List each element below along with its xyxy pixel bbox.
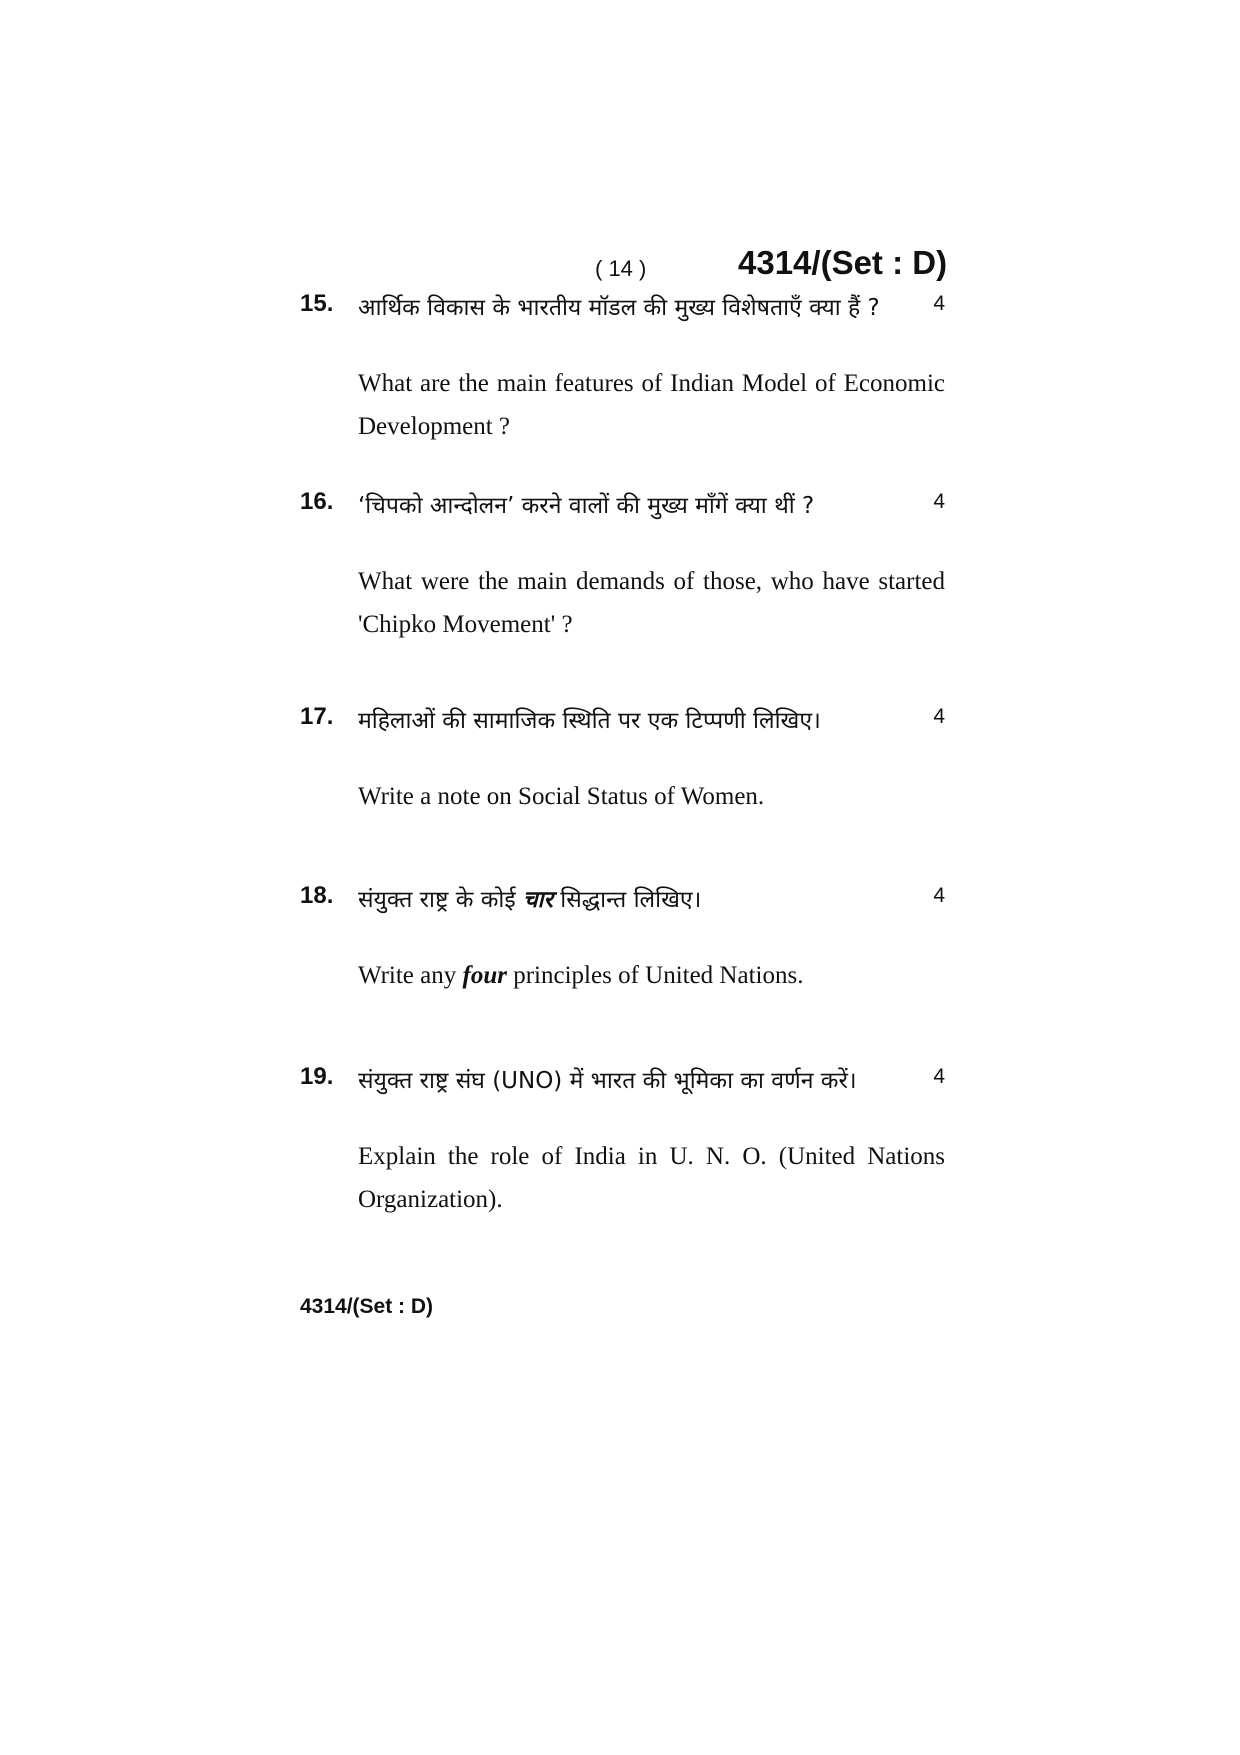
question-text-english: What were the main demands of those, who have started 'Chipko Movement' ? (358, 568, 945, 638)
page-number: ( 14 ) (595, 256, 647, 281)
question-marks: 4 (933, 490, 945, 513)
question-text-hindi: ‘चिपको आन्दोलन’ करने वालों की मुख्य माँगें क्या थीं ? (358, 493, 815, 519)
emphasis-word-english: four (462, 962, 507, 989)
question-text-hindi: संयुक्त राष्ट्र के कोई चार सिद्धान्त लिखिए। (358, 887, 702, 913)
question-16 (300, 488, 945, 646)
question-text-english: Write a note on Social Status of Women. (358, 783, 765, 810)
question-number: 16. (300, 488, 334, 515)
question-text-hindi: आर्थिक विकास के भारतीय मॉडल की मुख्य विशेषताएँ क्या हैं ? (358, 295, 880, 321)
question-19 (300, 1063, 945, 1221)
question-number: 19. (300, 1063, 334, 1090)
question-marks: 4 (933, 1065, 945, 1088)
question-text-hindi: संयुक्त राष्ट्र संघ (UNO) में भारत की भूमिका का वर्णन करें। (358, 1068, 857, 1094)
question-marks: 4 (933, 884, 945, 907)
question-text-english: Explain the role of India in U. N. O. (United Nations Organization). (358, 1143, 945, 1213)
question-text-english: Write any four principles of United Nations. (358, 962, 804, 989)
question-marks: 4 (933, 292, 945, 315)
question-17 (300, 703, 945, 818)
question-marks: 4 (933, 705, 945, 728)
question-text-hindi: महिलाओं की सामाजिक स्थिति पर एक टिप्पणी लिखिए। (358, 708, 821, 734)
paper-code-header: 4314/(Set : D) (738, 244, 948, 281)
question-18 (300, 882, 945, 997)
question-number: 17. (300, 703, 334, 730)
question-number: 18. (300, 882, 334, 909)
question-number: 15. (300, 290, 334, 317)
question-15 (300, 290, 945, 448)
emphasis-word-hindi: चार (522, 887, 553, 913)
paper-code-footer: 4314/(Set : D) (300, 1295, 434, 1318)
question-text-english: What are the main features of Indian Model of Economic Development ? (358, 370, 945, 440)
